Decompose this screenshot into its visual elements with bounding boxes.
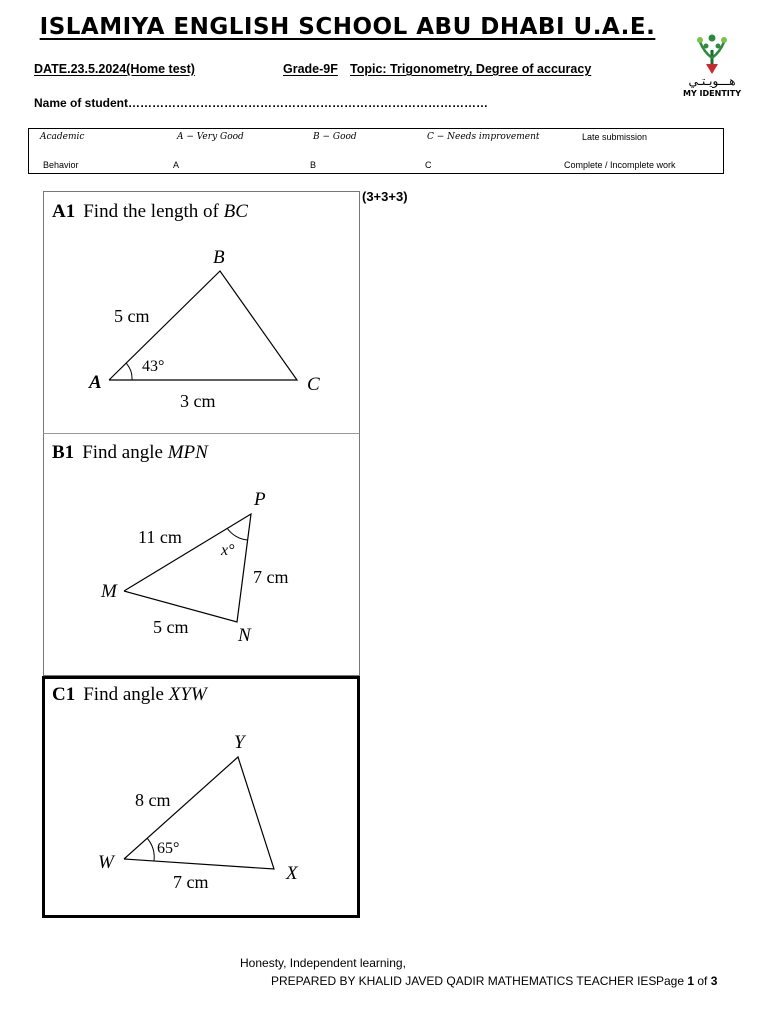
question-c1 bbox=[42, 676, 360, 918]
rubric-late-submission: Late submission bbox=[582, 132, 648, 142]
side-mp-length: 11 cm bbox=[138, 527, 182, 547]
triangle-mpn-diagram bbox=[44, 434, 361, 677]
rubric-behavior-a: A bbox=[173, 160, 180, 170]
triangle-abc-diagram bbox=[44, 192, 361, 435]
triangle-xyw-diagram bbox=[45, 679, 363, 921]
grade: Grade-9F bbox=[283, 62, 338, 76]
question-c1-title: C1 Find angle XYW bbox=[52, 684, 207, 705]
vertex-p-label: P bbox=[254, 489, 266, 510]
question-a1-title: A1 Find the length of BC bbox=[52, 201, 248, 222]
vertex-b-label: B bbox=[213, 247, 225, 268]
logo-english-text: MY IDENTITY bbox=[683, 89, 741, 98]
side-ac-length: 3 cm bbox=[180, 391, 216, 411]
student-name-field[interactable]: Name of student……………………………………………………………………………… bbox=[34, 96, 489, 110]
footer-values: Honesty, Independent learning, bbox=[240, 956, 406, 970]
vertex-c-label: C bbox=[307, 374, 320, 395]
rubric-a-very-good: A − Very Good bbox=[177, 132, 244, 142]
side-pn-length: 7 cm bbox=[253, 567, 289, 587]
vertex-m-label: M bbox=[101, 581, 117, 602]
side-mn-length: 5 cm bbox=[153, 617, 189, 637]
rubric-c-needs-improvement: C − Needs improvement bbox=[427, 132, 540, 142]
school-logo bbox=[676, 28, 748, 100]
side-wy-length: 8 cm bbox=[135, 790, 171, 810]
grading-rubric bbox=[28, 128, 724, 174]
question-b1-title: B1 Find angle MPN bbox=[52, 442, 208, 463]
logo-arabic-text: هـــويـتـي bbox=[688, 74, 736, 88]
vertex-a-label: A bbox=[89, 372, 102, 393]
vertex-y-label: Y bbox=[234, 732, 245, 753]
side-ab-length: 5 cm bbox=[114, 306, 150, 326]
footer-prepared-by: PREPARED BY KHALID JAVED QADIR MATHEMATICS TEACHER IES bbox=[271, 974, 657, 988]
page-number: Page 1 of 3 bbox=[656, 974, 718, 988]
marks-allocation: (3+3+3) bbox=[362, 189, 408, 204]
rubric-academic: Academic bbox=[40, 132, 85, 142]
rubric-b-good: B − Good bbox=[313, 132, 357, 142]
question-b1 bbox=[43, 433, 360, 676]
angle-w-value: 65° bbox=[157, 840, 180, 857]
school-title: ISLAMIYA ENGLISH SCHOOL ABU DHABI U.A.E. bbox=[39, 14, 656, 40]
angle-a-value: 43° bbox=[142, 358, 165, 375]
vertex-w-label: W bbox=[98, 852, 114, 873]
rubric-complete-incomplete: Complete / Incomplete work bbox=[564, 160, 676, 170]
rubric-behavior-b: B bbox=[310, 160, 317, 170]
rubric-behavior-c: C bbox=[425, 160, 432, 170]
test-date: DATE.23.5.2024(Home test) bbox=[34, 62, 195, 76]
rubric-behavior: Behavior bbox=[43, 160, 79, 170]
vertex-n-label: N bbox=[238, 625, 251, 646]
topic: Topic: Trigonometry, Degree of accuracy bbox=[350, 62, 592, 76]
vertex-x-label: X bbox=[286, 863, 298, 884]
question-a1 bbox=[43, 191, 360, 434]
angle-p-value: x° bbox=[221, 542, 235, 559]
side-wx-length: 7 cm bbox=[173, 872, 209, 892]
